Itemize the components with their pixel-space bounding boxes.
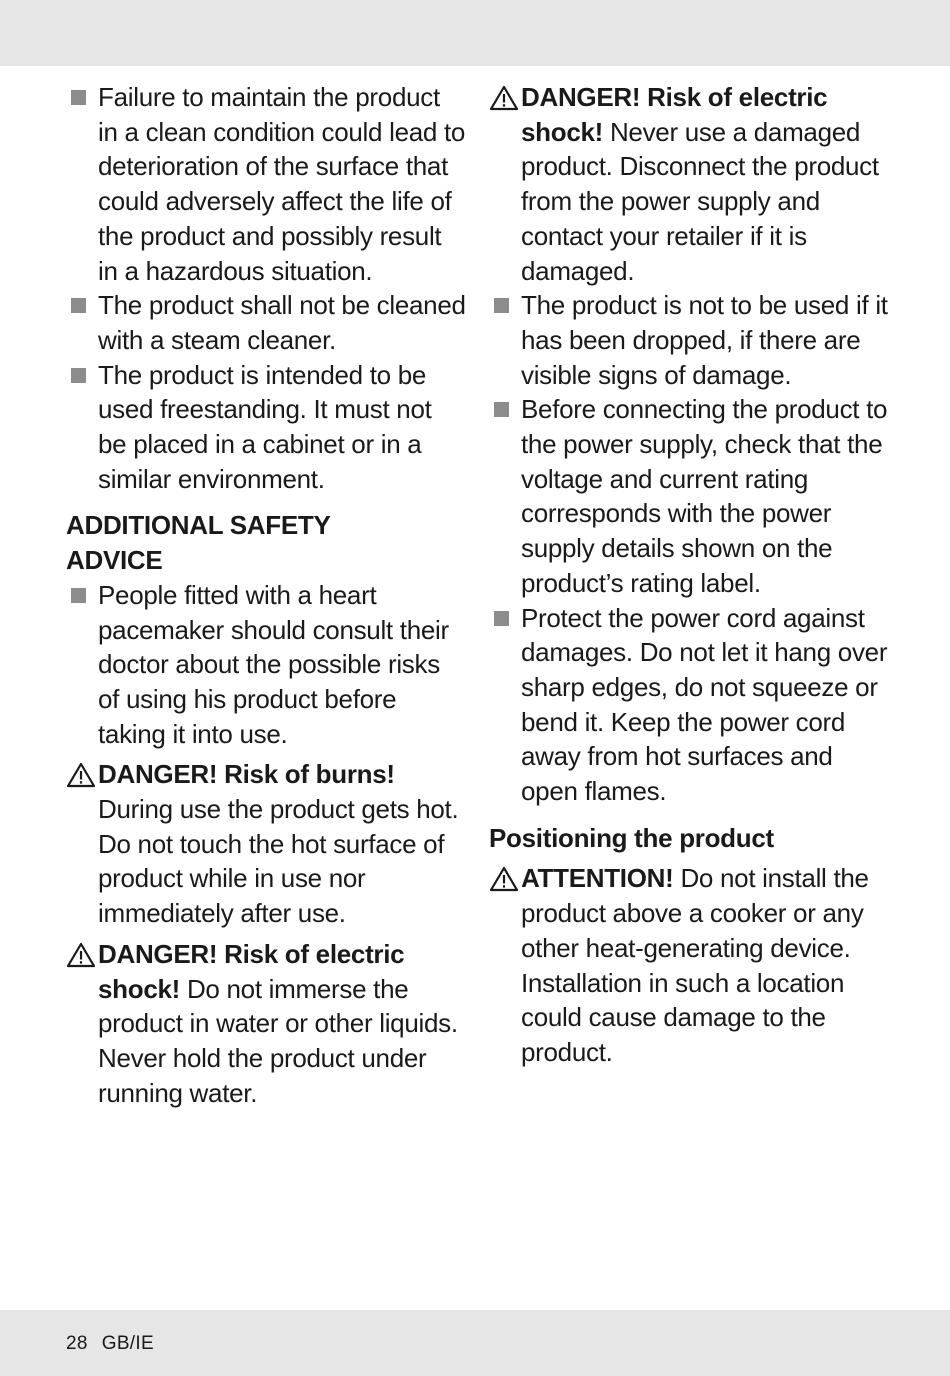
header-band [0,0,950,66]
list-item [66,578,466,752]
warning-burns [66,757,466,931]
square-bullet-icon [71,90,86,105]
region-code: GB/IE [101,1333,154,1354]
square-bullet-icon [71,298,86,313]
list-item-text: People fitted with a heart pacemaker should consult their doctor about the possible risks of using his product before taking it into use. [98,579,449,749]
warning-title: ATTENTION! [521,863,674,894]
warning-text: During use the product gets hot. Do not touch the hot surface of product while in use nor immediately after use. [98,794,459,929]
warning-title: DANGER! Risk of electric shock! [521,82,828,147]
right-column [489,80,889,1070]
additional-safety-heading: ADDITIONAL SAFETY ADVICE [66,510,331,576]
warning-triangle-icon [66,762,96,788]
list-item [489,288,889,392]
list-item-text: Failure to maintain the product in a clean condition could lead to deterioration of the surface that could adversely affect the life of the product and possibly result in a hazardous situation. [98,82,466,286]
page-footer [66,1333,154,1355]
list-item-text: The product is intended to be used freestanding. It must not be placed in a cabinet or in a similar environment. [98,359,432,494]
list-item [66,288,466,357]
page-number: 28 [66,1333,88,1354]
warning-title: DANGER! Risk of electric shock! [98,938,405,1004]
list-item-text: Protect the power cord against damages. Do not let it hang over sharp edges, do not squeeze or bend it. Keep the power cord away from hot surfaces and open flames. [521,602,888,807]
square-bullet-icon [71,368,86,383]
list-item-text: The product is not to be used if it has been dropped, if there are visible signs of damage. [521,290,888,390]
square-bullet-icon [494,611,509,626]
warning-electric-shock [489,80,889,288]
warning-triangle-icon [489,85,519,111]
warning-text: Never use a damaged product. Disconnect the product from the power supply and contact your retailer if it is damaged. [521,116,879,286]
list-item-text: Before connecting the product to the power supply, check that the voltage and current rating corresponds with the power supply details shown on the product’s rating label. [521,394,888,598]
square-bullet-icon [71,588,86,603]
left-column [66,80,466,1110]
square-bullet-icon [494,402,509,417]
warning-electric-shock [66,937,466,1111]
warning-title: DANGER! Risk of burns! [98,759,395,790]
warning-triangle-icon [489,866,519,892]
warning-attention [489,861,889,1069]
positioning-heading: Positioning the product [489,822,774,853]
square-bullet-icon [494,298,509,313]
list-item [66,80,466,288]
list-item-text: The product shall not be cleaned with a steam cleaner. [98,290,466,355]
warning-text: Do not install the product above a cooker or any other heat-generating device. Installation in such a location could cause damage to the product. [521,863,869,1067]
list-item [66,358,466,497]
warning-text: Do not immerse the product in water or other liquids. Never hold the product under running water. [98,973,458,1108]
list-item [489,601,889,809]
warning-triangle-icon [66,942,96,968]
list-item [489,392,889,600]
